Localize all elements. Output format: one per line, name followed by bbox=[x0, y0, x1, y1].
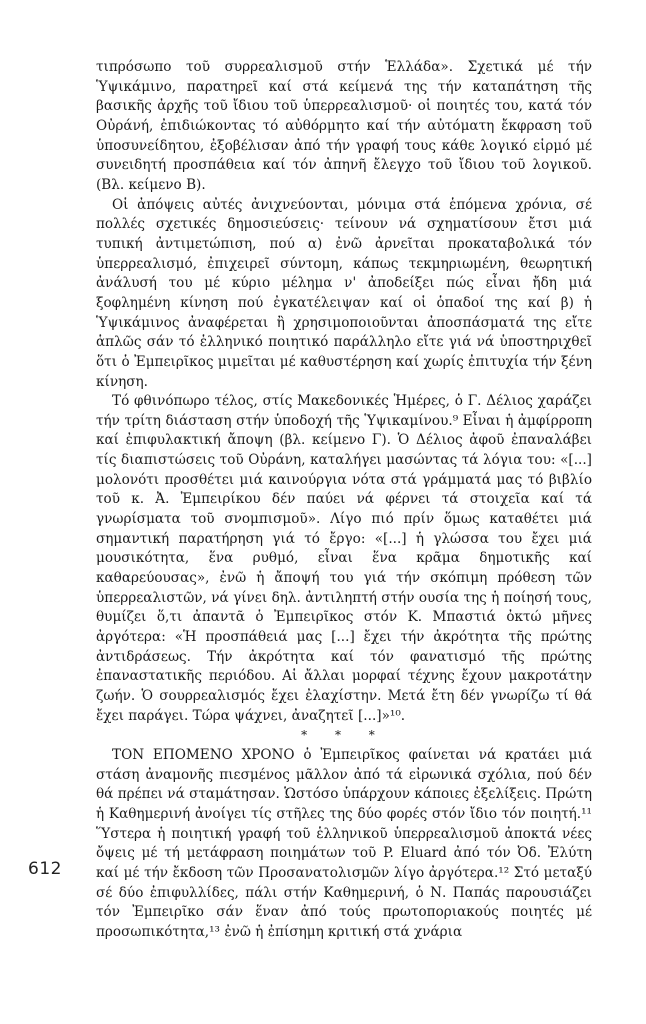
paragraph: ΤΟΝ ΕΠΟΜΕΝΟ ΧΡΟΝΟ ὁ Ἐμπειρῖκος φαίνεται νά κρατάει μιά στάση ἀναμονῆς πιεσμένος μᾶλλον ἀπό τά εἰρωνικά σχόλια, πού δέν θά πρέπει νά σταμάτησαν. Ὡστόσο ὑπάρχουν κάποιες ἐξελίξεις. Πρώτη ἡ Καθημερινή ἀνοίγει τίς στῆλες της δύο φορές στόν ἴδιο τόν ποιητή.¹¹ Ὕστερα ἡ ποιητική γραφή τοῦ ἑλληνικοῦ ὑπερρεαλισμοῦ ἀποκτά νέες ὄψεις μέ τή μετάφραση ποιημάτων τοῦ P. Eluard ἀπό τόν Ὀδ. Ἐλύτη καί μέ τήν ἔκδοση τῶν Προσανατολισμῶν λίγο ἀργότερα.¹² Στό μεταξύ σέ δύο ἐπιφυλλίδες, πάλι στήν Καθημερινή, ὁ Ν. Παπάς παρουσιάζει τόν Ἐμπειρῖκο σάν ἕναν ἀπό τούς πρωτοποριακούς ποιητές μέ προσωπικότητα,¹³ ἐνῶ ἡ ἐπίσημη κριτική στά χνάρια bbox=[96, 746, 592, 940]
paragraph: Οἱ ἀπόψεις αὐτές ἀνιχνεύονται, μόνιμα στά ἑπόμενα χρόνια, σέ πολλές σχετικές δημοσιεύσεις· τείνουν νά σχηματίσουν ἔτσι μιά τυπική ἀντιμετώπιση, πού α) ἐνῶ ἀρνεῖται προκαταβολικά τόν ὑπερρεαλισμό, ἐπιχειρεῖ σύντομη, κάπως τεκμηριωμένη, θεωρητική ἀνάλυσή του μέ κύριο μέλημα ν' ἀποδείξει πώς εἶναι ἤδη μιά ξοφλημένη κίνηση πού ἐγκατέλειψαν καί οἱ ὁπαδοί της καί β) ἡ Ὑψικάμινος ἀναφέρεται ἢ χρησιμοποιοῦνται ἀποσπάσματά της εἴτε ἁπλῶς σάν τό ἑλληνικό ποιητικό παράλληλο εἴτε γιά νά ὑποστηριχθεῖ ὅτι ὁ Ἐμπειρῖκος μιμεῖται μέ καθυστέρηση καί χωρίς ἐπιτυχία τήν ξένη κίνηση. bbox=[96, 196, 592, 390]
body-text bbox=[96, 58, 592, 943]
section-separator: * * * bbox=[301, 728, 387, 743]
paragraph: Τό φθινόπωρο τέλος, στίς Μακεδονικές Ἡμέρες, ὁ Γ. Δέλιος χαράζει τήν τρίτη διάσταση στήν ὑποδοχή τῆς Ὑψικαμίνου.⁹ Εἶναι ἡ ἀμφίρροπη καί ἐπιφυλακτική ἄποψη (βλ. κείμενο Γ). Ὁ Δέλιος ἀφοῦ ἐπαναλάβει τίς διαπιστώσεις τοῦ Οὐράνη, καταλήγει μασώντας τά λόγια του: «[...] μολονότι προσθέτει μιά καινούργια νότα στά γράμματά μας τό βιβλίο τοῦ κ. Ἀ. Ἐμπειρίκου δέν παύει νά φέρνει τά στοιχεῖα καί τά γνωρίσματα τοῦ σνομπισμοῦ». Λίγο πιό πρίν ὅμως καταθέτει μιά σημαντική παρατήρηση γιά τό ἔργο: «[...] ἡ γλώσσα του ἔχει μιά μουσικότητα, ἕνα ρυθμό, εἶναι ἕνα κρᾶμα δημοτικῆς καί καθαρεύουσας», ἐνῶ ἡ ἄποψή του γιά τήν σκόπιμη πρόθεση τῶν ὑπερρεαλιστῶν, νά γίνει δηλ. ἀντιληπτή στήν ουσία της ἡ ποίησή τους, θυμίζει ὅ,τι ἀπαντᾶ ὁ Ἐμπειρῖκος στόν Κ. Μπαστιά ὀκτώ μῆνες ἀργότερα: «Ἡ προσπάθειά μας [...] ἔχει τήν ἀκρότητα τῆς πρώτης ἀντιδράσεως. Τήν ἀκρότητα καί τόν φανατισμό τῆς πρώτης ἐπαναστατικῆς περιόδου. Αἱ ἄλλαι μορφαί τέχνης ἔχουν μακροτάτην ζωήν. Ὁ σουρρεαλισμός ἔχει ἐλαχίστην. Μετά ἔτη δέν γνωρίζω τί θά ἔχει παράγει. Τώρα ψάχνει, ἀναζητεῖ [...]»¹⁰. bbox=[96, 393, 592, 724]
page-number: 612 bbox=[28, 859, 62, 879]
paragraph-continued: τιπρόσωπο τοῦ συρρεαλισμοῦ στήν Ἑλλάδα». Σχετικά μέ τήν Ὑψικάμινο, παρατηρεῖ καί στά κείμενά της τήν καταπάτηση τῆς βασικῆς ἀρχῆς τοῦ ἴδιου τοῦ ὑπερρεαλισμοῦ· οἱ ποιητές του, κατά τόν Οὐράνή, ἐπιδιώκοντας τό αὐθόρμητο καί τήν αὐτόματη ἔκφραση τοῦ ὑποσυνείδητου, ἐξοβέλισαν ἀπό τήν γραφή τους κάθε λογικό εἱρμό μέ συνειδητή προσπάθεια καί τόν ἀπηνῆ ἔλεγχο τοῦ ἴδιου τοῦ λογικοῦ. (Βλ. κείμενο Β). bbox=[96, 59, 592, 193]
